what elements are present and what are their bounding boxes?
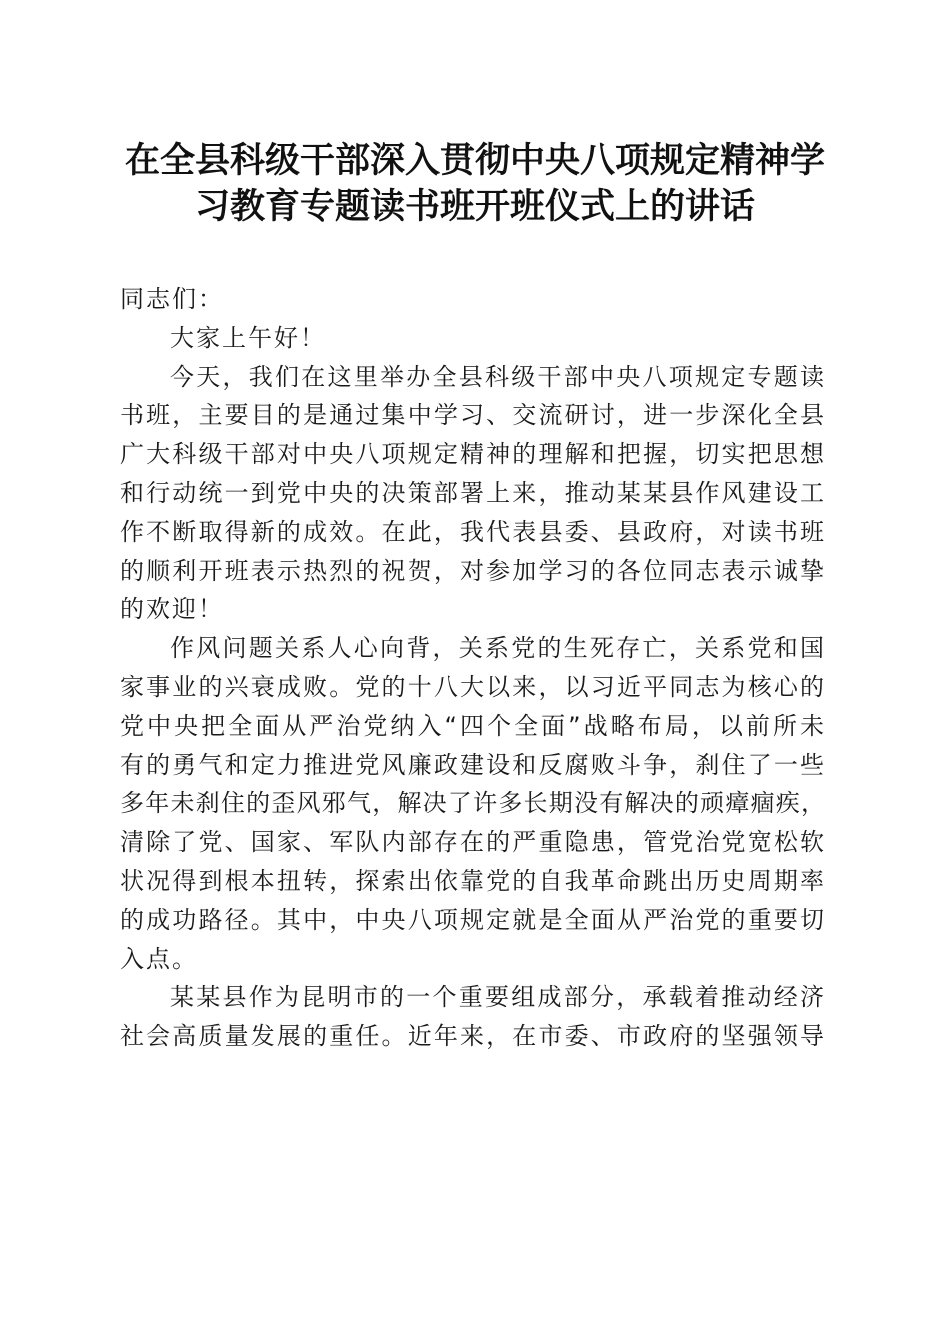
paragraph-line: 的成功路径。其中，中央八项规定就是全面从严治党的重要切 [120,905,826,934]
paragraph-2 [120,629,826,978]
title-line-1: 在全县科级干部深入贯彻中央八项规定精神学 [124,140,825,181]
paragraph-line: 有的勇气和定力推进党风廉政建设和反腐败斗争，刹住了一些 [120,750,826,779]
paragraph-line: 广大科级干部对中央八项规定精神的理解和把握，切实把思想 [120,440,826,469]
salutation: 同志们： [120,285,224,313]
paragraph-line: 家事业的兴衰成败。党的十八大以来，以习近平同志为核心的 [120,672,826,701]
paragraph-line: 某某县作为昆明市的一个重要组成部分，承载着推动经济 [170,983,826,1012]
paragraph-line: 的顺利开班表示热烈的祝贺，对参加学习的各位同志表示诚挚 [120,556,826,585]
greeting: 大家上午好！ [170,323,326,352]
paragraph-line: 今天，我们在这里举办全县科级干部中央八项规定专题读 [170,362,826,391]
paragraph-line: 清除了党、国家、军队内部存在的严重隐患，管党治党宽松软 [120,828,826,857]
paragraph-line: 的欢迎！ [120,595,224,624]
paragraph-1 [120,358,826,630]
paragraph-line: 多年未刹住的歪风邪气，解决了许多长期没有解决的顽瘴痼疾， [120,789,826,818]
paragraph-line: 社会高质量发展的重任。近年来，在市委、市政府的坚强领导 [120,1022,826,1051]
paragraph-line: 状况得到根本扭转，探索出依靠党的自我革命跳出历史周期率 [120,866,826,895]
paragraph-line: 入点。 [120,944,198,973]
paragraph-line: 作风问题关系人心向背，关系党的生死存亡，关系党和国 [170,634,826,663]
document-body [120,280,826,1056]
paragraph-line: 和行动统一到党中央的决策部署上来，推动某某县作风建设工 [120,478,826,507]
paragraph-line: 作不断取得新的成效。在此，我代表县委、县政府，对读书班 [120,517,826,546]
document-title [110,138,840,230]
paragraph-3 [120,978,826,1056]
paragraph-line: 党中央把全面从严治党纳入“四个全面”战略布局，以前所未 [120,711,826,740]
paragraph-line: 书班，主要目的是通过集中学习、交流研讨，进一步深化全县 [120,401,826,430]
title-line-2: 习教育专题读书班开班仪式上的讲话 [194,186,755,227]
